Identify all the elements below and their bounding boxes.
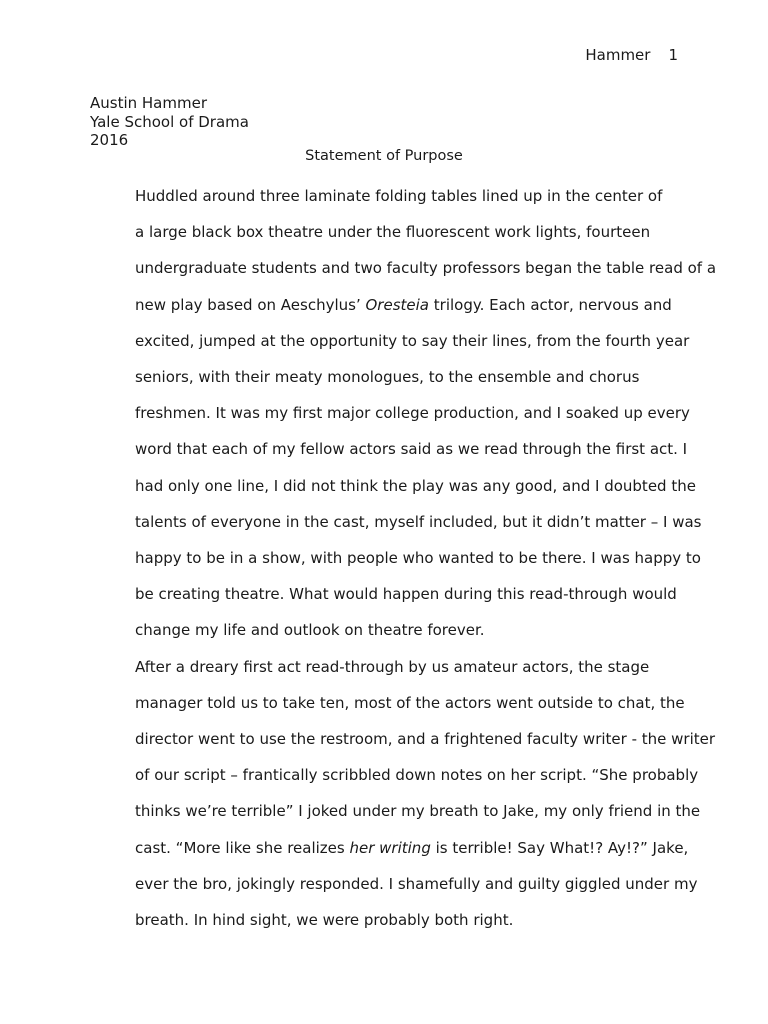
text-line: had only one line, I did not think the play was any good, and I doubted the	[135, 476, 696, 495]
text-line: change my life and outlook on theatre forever.	[135, 621, 485, 640]
text-line: freshmen. It was my first major college production, and I soaked up every	[135, 404, 690, 423]
document-title: Statement of Purpose	[305, 148, 463, 164]
page-number: 1	[668, 46, 678, 64]
text-line: Huddled around three laminate folding tables lined up in the center of	[135, 187, 663, 205]
text-line: be creating theatre. What would happen during this read-through would	[135, 585, 677, 604]
school-name: Yale School of Drama	[90, 112, 249, 131]
document-body	[90, 178, 717, 938]
text-line: director went to use the restroom, and a frightened faculty writer - the writer	[135, 730, 716, 749]
text-line: seniors, with their meaty monologues, to the ensemble and chorus	[135, 368, 640, 387]
text-line: After a dreary first act read-through by us amateur actors, the stage	[135, 657, 650, 676]
text-line: word that each of my fellow actors said as we read through the first act. I	[135, 440, 688, 459]
running-header	[585, 45, 678, 65]
text-segment: cast. “More like she realizes	[135, 838, 350, 857]
year: 2016	[90, 131, 129, 149]
text-line: happy to be in a show, with people who wanted to be there. I was happy to	[135, 549, 701, 568]
text-line: excited, jumped at the opportunity to say their lines, from the fourth year	[135, 331, 690, 350]
text-line	[90, 287, 678, 323]
paragraph-1	[90, 178, 717, 649]
text-segment: trilogy. Each actor, nervous and	[429, 295, 672, 314]
text-line: manager told us to take ten, most of the actors went outside to chat, the	[135, 693, 685, 712]
text-line: of our script – frantically scribbled down notes on her script. “She probably	[135, 766, 699, 785]
text-line: talents of everyone in the cast, myself included, but it didn’t matter – I was	[135, 512, 702, 531]
text-line: undergraduate students and two faculty professors began the table read of a	[135, 259, 717, 278]
text-line: a large black box theatre under the fluorescent work lights, fourteen	[135, 223, 651, 242]
emphasis-italic: her writing	[349, 838, 431, 857]
text-line: ever the bro, jokingly responded. I shamefully and guilty giggled under my	[135, 874, 698, 893]
play-title-italic: Oresteia	[365, 295, 429, 314]
author-name: Austin Hammer	[90, 94, 207, 112]
paragraph-2	[90, 649, 716, 939]
text-segment: new play based on Aeschylus’	[135, 295, 366, 314]
text-line	[90, 830, 689, 866]
heading-block	[90, 94, 249, 150]
header-author-name: Hammer	[585, 46, 651, 64]
text-segment: is terrible! Say What!? Ay!?” Jake,	[430, 838, 689, 857]
text-line: breath. In hind sight, we were probably both right.	[135, 911, 514, 930]
text-line: thinks we’re terrible” I joked under my breath to Jake, my only friend in the	[135, 802, 701, 821]
